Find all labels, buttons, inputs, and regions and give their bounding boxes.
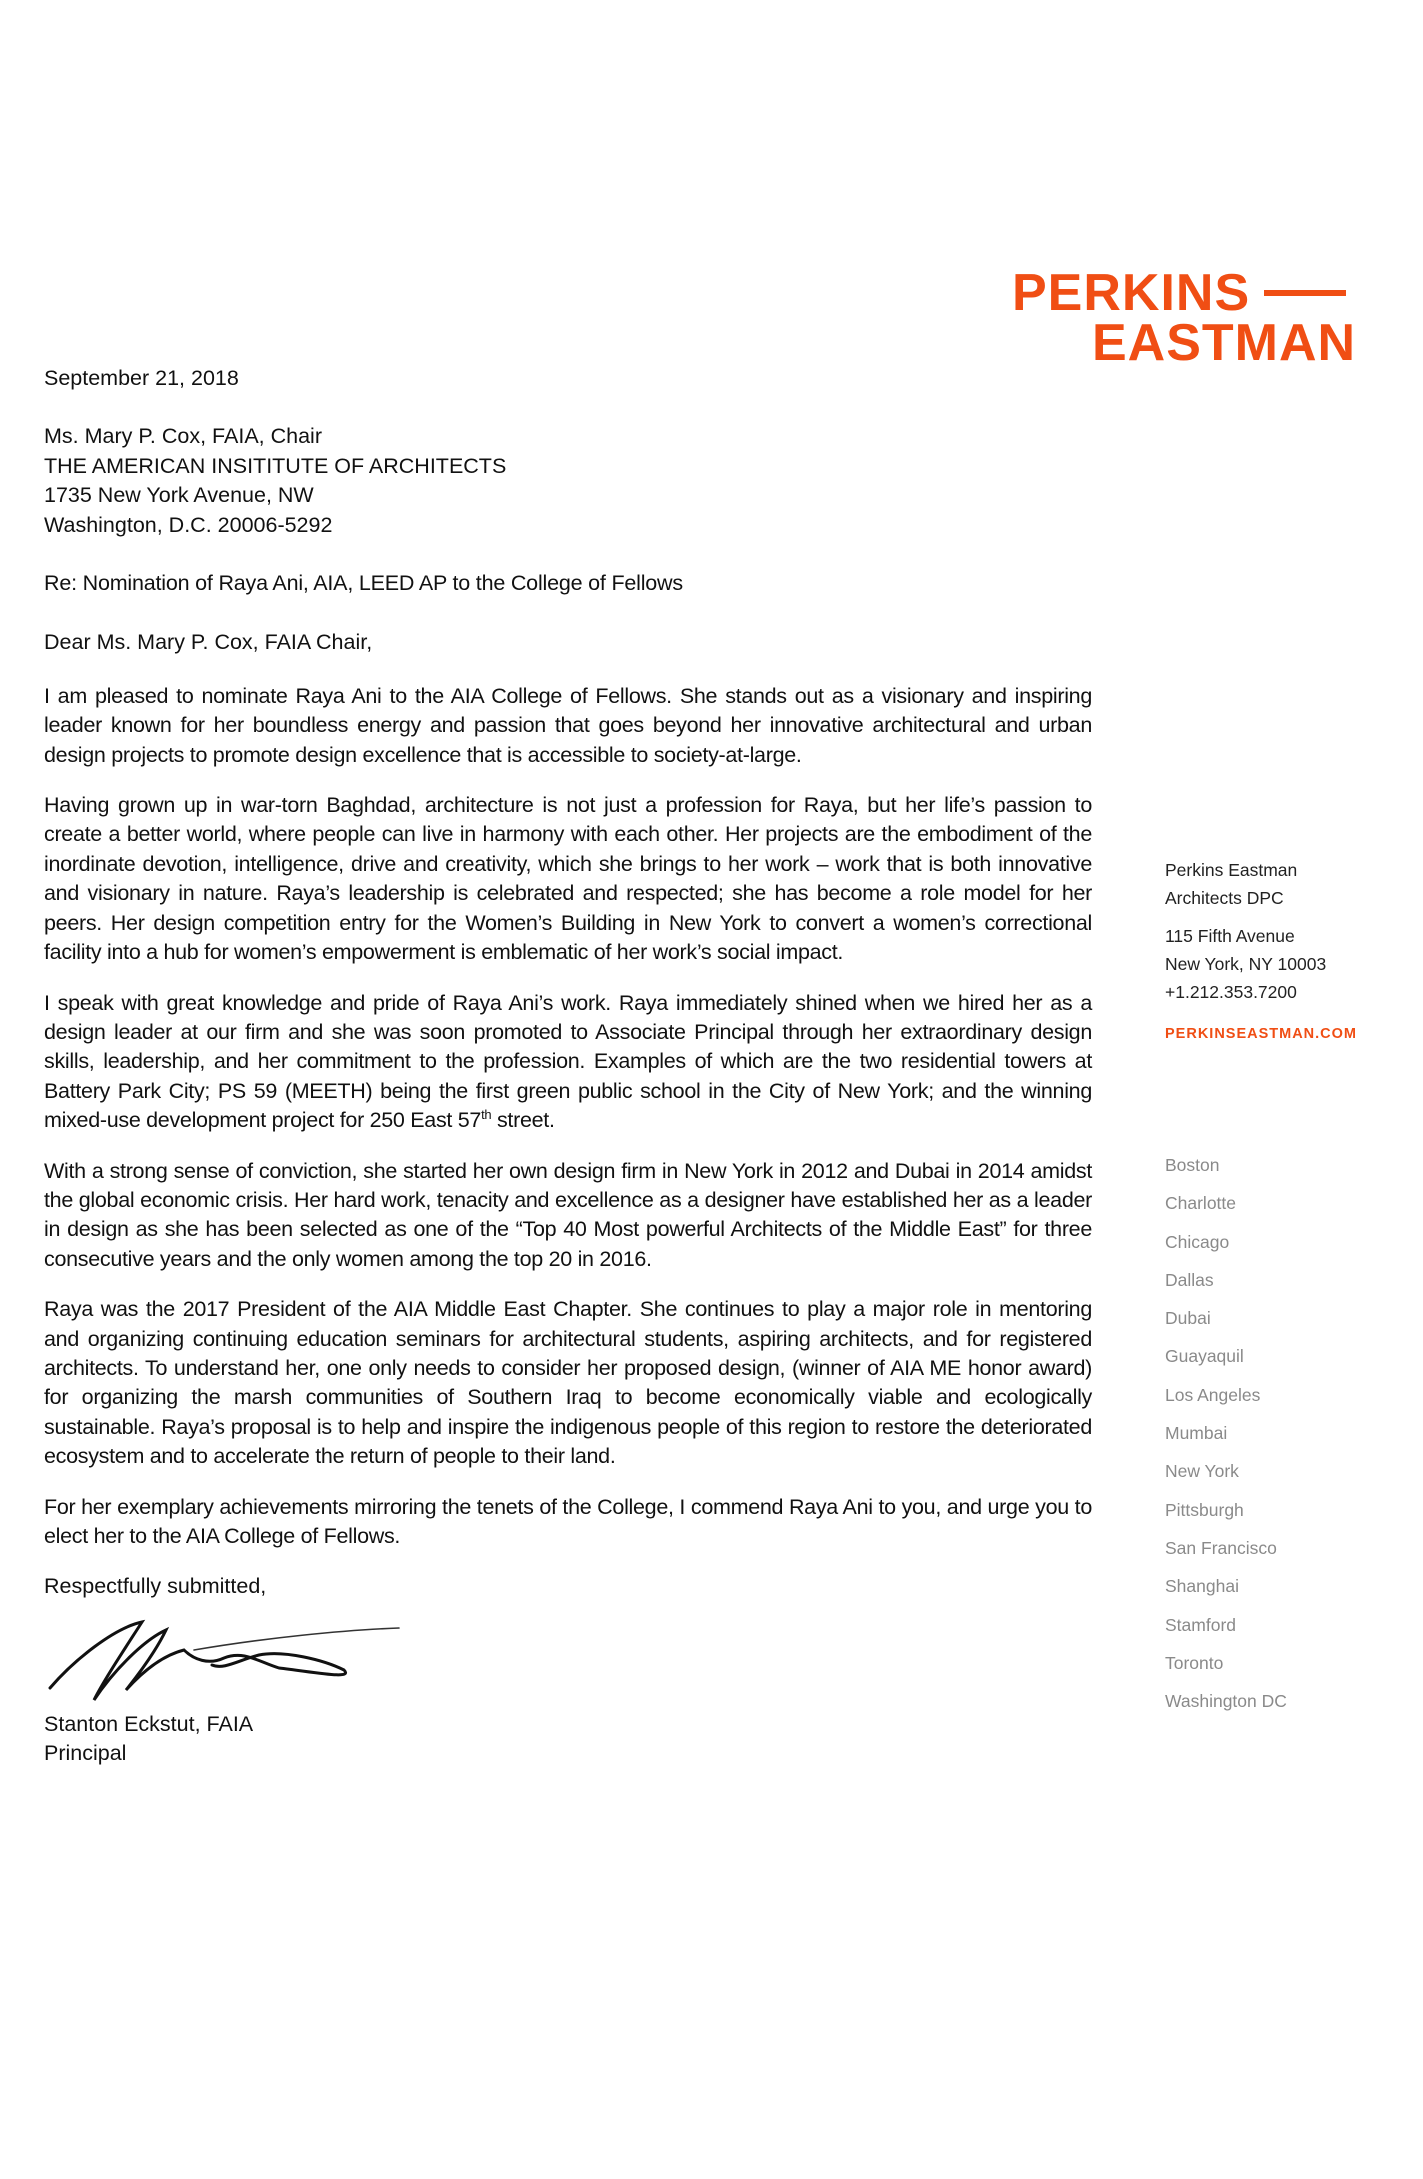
company-entity: Architects DPC [1165, 888, 1284, 908]
salutation: Dear Ms. Mary P. Cox, FAIA Chair, [44, 630, 373, 655]
office-item: Stamford [1165, 1614, 1236, 1635]
office-item: Dubai [1165, 1308, 1211, 1329]
ordinal-suffix: th [481, 1106, 492, 1122]
letter-body [44, 364, 1092, 1769]
letter-date: September 21, 2018 [44, 366, 239, 390]
recipient-street: 1735 New York Avenue, NW [44, 483, 314, 508]
logo-dash [1264, 290, 1346, 296]
paragraph-3 [44, 989, 1092, 1136]
paragraph-3-text: I speak with great knowledge and pride of Raya Ani’s work. Raya immediately shined when we hired her as a design leader at our firm and she was soon promoted to Associate Principal through her extraordinary design skills, leadership, and her commitment to the profession. Examples of which are the two residential towers at Battery Park City; PS 59 (MEETH) being the first green public school in the City of New York; and the winning mixed-use development project for 250 East 57 [44, 990, 1092, 1133]
office-item: Mumbai [1165, 1423, 1228, 1444]
address-city: New York, NY 10003 [1165, 954, 1327, 974]
office-list [1165, 1146, 1395, 1720]
signature [44, 1610, 404, 1710]
closing: Respectfully submitted, [44, 1574, 267, 1599]
recipient-organization: THE AMERICAN INSITITUTE OF ARCHITECTS [44, 453, 507, 478]
logo-line-1: PERKINS [1012, 264, 1251, 322]
office-item: Guayaquil [1165, 1346, 1244, 1367]
website-link[interactable]: PERKINSEASTMAN.COM [1165, 1026, 1358, 1042]
office-item: Shanghai [1165, 1576, 1239, 1597]
office-item: Pittsburgh [1165, 1499, 1244, 1520]
contact-block [1165, 856, 1395, 1048]
signer-name: Stanton Eckstut, FAIA [44, 1711, 254, 1736]
signer-title: Principal [44, 1741, 127, 1766]
subject-line: Re: Nomination of Raya Ani, AIA, LEED AP to the College of Fellows [44, 571, 683, 596]
logo-line-2: EASTMAN [1092, 314, 1357, 372]
phone-number: +1.212.353.7200 [1165, 982, 1297, 1002]
company-name: Perkins Eastman [1165, 860, 1298, 880]
address-street: 115 Fifth Avenue [1165, 926, 1295, 946]
office-item: Charlotte [1165, 1193, 1237, 1214]
office-item: Los Angeles [1165, 1384, 1261, 1405]
office-item: Chicago [1165, 1231, 1230, 1252]
paragraph-3-tail: street. [491, 1108, 555, 1133]
paragraph-2: Having grown up in war-torn Baghdad, architecture is not just a profession for Raya, but her life’s passion to create a better world, where people can live in harmony with each other. Her projects are the embodiment of the inordinate devotion, intelligence, drive and creativity, which she brings to her work – work that is both innovative and visionary in nature. Raya’s leadership is celebrated and respected; she has become a role model for her peers. Her design competition entry for the Women’s Building in New York to convert a women’s correctional facility into a hub for women’s empowerment is emblematic of her work’s social impact. [44, 793, 1092, 965]
recipient-city: Washington, D.C. 20006-5292 [44, 512, 333, 537]
office-item: Boston [1165, 1155, 1220, 1175]
paragraph-4: With a strong sense of conviction, she started her own design firm in New York in 2012 and Dubai in 2014 amidst the global economic crisis. Her hard work, tenacity and excellence as a designer have established her as a leader in design as she has been selected as one of the “Top 40 Most powerful Architects of the Middle East” for three consecutive years and the only women among the top 20 in 2016. [44, 1158, 1092, 1271]
paragraph-6: For her exemplary achievements mirroring the tenets of the College, I commend Raya Ani to you, and urge you to elect her to the AIA College of Fellows. [44, 1494, 1092, 1548]
office-item: Washington DC [1165, 1691, 1287, 1712]
recipient-name: Ms. Mary P. Cox, FAIA, Chair [44, 424, 322, 449]
office-item: San Francisco [1165, 1537, 1277, 1558]
office-item: Toronto [1165, 1652, 1224, 1673]
office-item: New York [1165, 1461, 1239, 1482]
office-item: Dallas [1165, 1269, 1214, 1290]
paragraph-1: I am pleased to nominate Raya Ani to the AIA College of Fellows. She stands out as a visionary and inspiring leader known for her boundless energy and passion that goes beyond her innovative architectural and urban design projects to promote design excellence that is accessible to society-at-large. [44, 683, 1092, 767]
paragraph-5: Raya was the 2017 President of the AIA Middle East Chapter. She continues to play a major role in mentoring and organizing continuing education seminars for architectural students, aspiring architects, and for registered architects. To understand her, one only needs to consider her proposed design, (winner of AIA ME honor award) for organizing the marsh communities of Southern Iraq to become economically viable and ecologically sustainable. Raya’s proposal is to help and inspire the indigenous people of this region to restore the deteriorated ecosystem and to accelerate the return of people to their land. [44, 1297, 1092, 1469]
recipient-address [44, 422, 1092, 540]
company-logo [1012, 264, 1384, 372]
